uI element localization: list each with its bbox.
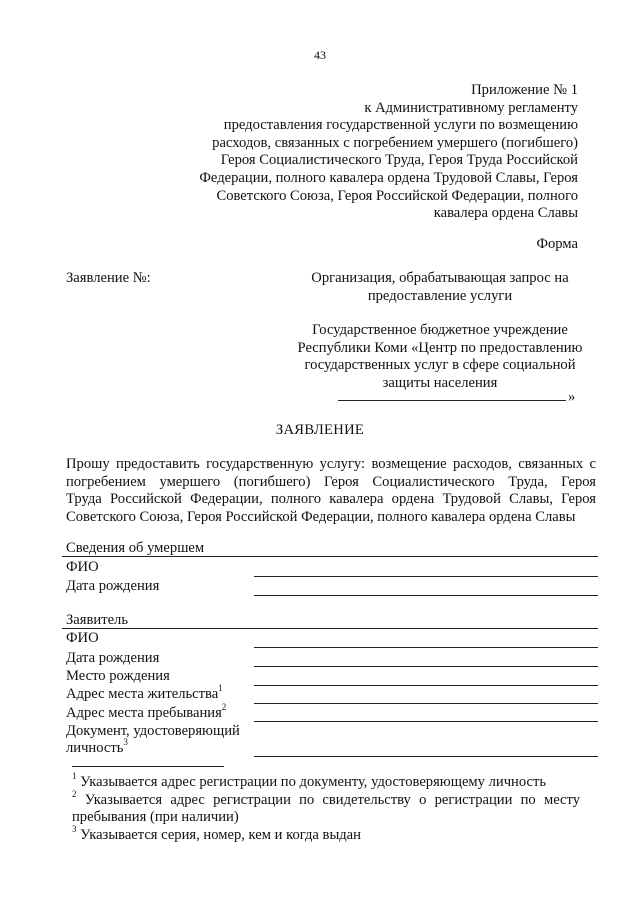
footnote-mark: 3 bbox=[123, 737, 128, 748]
applicant-birth-place-field[interactable] bbox=[254, 685, 598, 686]
applicant-document-label bbox=[66, 723, 240, 757]
section-divider bbox=[62, 628, 598, 629]
document-label-text: личность bbox=[66, 740, 124, 756]
institution-block bbox=[292, 322, 588, 392]
institution-line: Республики Коми «Центр по предоставлению bbox=[297, 339, 583, 356]
application-number-label: Заявление №: bbox=[66, 270, 151, 286]
stay-label-text: Адрес места пребывания bbox=[66, 705, 222, 721]
applicant-stay-field[interactable] bbox=[254, 721, 598, 722]
applicant-residence-label bbox=[66, 683, 223, 703]
document-label-line: Документ, удостоверяющий bbox=[66, 723, 240, 739]
request-line: Прошу предоставить государственную услугу: возмещение расходов, связанных с bbox=[66, 456, 596, 472]
residence-label-text: Адрес места жительства bbox=[66, 686, 219, 702]
appendix-line: Советского Союза, Героя Российской Федерации, полного bbox=[216, 187, 578, 204]
institution-line: Государственное бюджетное учреждение bbox=[312, 322, 568, 338]
footnote-separator bbox=[72, 766, 224, 767]
appendix-line: расходов, связанных с погребением умершего (погибшего) bbox=[212, 134, 578, 151]
appendix-line: к Административному регламенту bbox=[364, 99, 578, 116]
page-number: 43 bbox=[314, 48, 326, 62]
deceased-birth-date-field[interactable] bbox=[254, 595, 598, 596]
organization-block bbox=[300, 270, 580, 305]
applicant-birth-place-label: Место рождения bbox=[66, 668, 170, 684]
deceased-birth-date-label: Дата рождения bbox=[66, 578, 160, 594]
appendix-line: Приложение № 1 bbox=[471, 82, 578, 98]
request-text bbox=[66, 456, 596, 526]
applicant-birth-date-field[interactable] bbox=[254, 666, 598, 667]
appendix-line: предоставления государственной услуги по возмещению bbox=[223, 117, 578, 134]
footnote bbox=[72, 788, 580, 827]
appendix-line: Федерации, полного кавалера ордена Трудовой Славы, Героя bbox=[199, 169, 578, 186]
applicant-residence-field[interactable] bbox=[254, 703, 598, 704]
footnotes bbox=[72, 771, 580, 844]
appendix-line: Героя Социалистического Труда, Героя Труда Российской bbox=[220, 152, 578, 169]
institution-fill-line[interactable] bbox=[338, 400, 566, 401]
footnote bbox=[72, 823, 580, 845]
request-line: Советского Союза, Героя Российской Федерации, полного кавалера ордена Славы bbox=[66, 508, 576, 525]
institution-line: защиты населения bbox=[382, 374, 498, 391]
document-title: ЗАЯВЛЕНИЕ bbox=[275, 422, 365, 438]
footnote-mark: 2 bbox=[72, 788, 77, 799]
applicant-section-heading: Заявитель bbox=[66, 612, 128, 628]
footnote-mark: 1 bbox=[72, 771, 77, 782]
footnote-mark: 1 bbox=[218, 683, 223, 694]
applicant-fio-label: ФИО bbox=[66, 630, 99, 646]
applicant-document-field[interactable] bbox=[254, 756, 598, 757]
organization-line: предоставление услуги bbox=[367, 287, 513, 304]
deceased-section-heading: Сведения об умершем bbox=[66, 540, 205, 556]
organization-line: Организация, обрабатывающая запрос на bbox=[311, 270, 569, 286]
footnote-text: Указывается адрес регистрации по свидетельству о регистрации по месту пребывания (при наличии) bbox=[72, 791, 580, 826]
applicant-birth-date-label: Дата рождения bbox=[66, 650, 160, 666]
footnote-text: Указывается серия, номер, кем и когда выдан bbox=[80, 826, 361, 843]
footnote-mark: 3 bbox=[72, 823, 77, 834]
applicant-fio-field[interactable] bbox=[254, 647, 598, 648]
deceased-fio-field[interactable] bbox=[254, 576, 598, 577]
request-line: погребением умершего (погибшего) Героя Социалистического Труда, Героя bbox=[66, 473, 596, 490]
applicant-stay-label bbox=[66, 702, 227, 722]
document-label-line-2 bbox=[66, 737, 240, 757]
footnote-mark: 2 bbox=[221, 702, 227, 713]
appendix-line: кавалера ордена Славы bbox=[433, 205, 578, 222]
form-label: Форма bbox=[536, 236, 578, 252]
footnote-text: Указывается адрес регистрации по документу, удостоверяющему личность bbox=[80, 774, 547, 790]
appendix-header bbox=[158, 82, 578, 223]
section-divider bbox=[62, 556, 598, 557]
request-line: Труда Российской Федерации, полного кавалера ордена Трудовой Славы, Героя bbox=[66, 491, 596, 508]
institution-closing-quote: » bbox=[568, 389, 576, 405]
institution-line: государственных услуг в сфере социальной bbox=[304, 357, 576, 374]
footnote bbox=[72, 771, 580, 792]
deceased-fio-label: ФИО bbox=[66, 559, 99, 575]
